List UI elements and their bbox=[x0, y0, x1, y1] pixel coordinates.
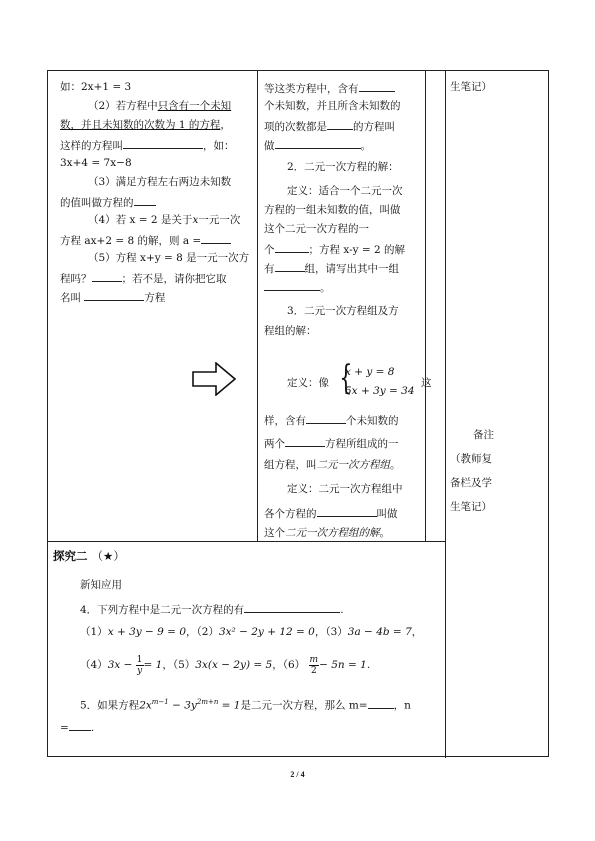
answer-blank[interactable] bbox=[306, 412, 346, 424]
options-row-2: （4）3x − $\frac{1}{y}$ = 1，（5）3x(x − 2y) = 5，（6） $\frac{m}{2}$ − 5n = 1. bbox=[80, 654, 371, 676]
def3-line-4: 组方程，叫二元一次方程组。 bbox=[264, 459, 401, 471]
heading-3-cont: 程组的解： bbox=[264, 325, 317, 337]
answer-blank[interactable] bbox=[134, 194, 156, 206]
answer-blank[interactable] bbox=[264, 279, 320, 291]
question-4: 4．下列方程中是二元一次方程的有 . bbox=[80, 601, 344, 617]
side-note-top: 生笔记） bbox=[450, 81, 492, 93]
def2-line-6: 。 bbox=[264, 279, 331, 295]
answer-blank[interactable] bbox=[84, 289, 144, 301]
item-5-line-1: （5）方程 x+y = 8 是一元一次方 bbox=[88, 252, 250, 264]
def3-line-3: 两个 方程所组成的一 bbox=[264, 435, 399, 451]
def2-line-2: 方程的一组未知数的值，叫做 bbox=[264, 204, 401, 216]
column-divider-2 bbox=[425, 71, 426, 541]
side-note-line-1: （教师复 bbox=[450, 453, 492, 465]
column-divider-3 bbox=[445, 71, 446, 758]
answer-blank[interactable] bbox=[285, 435, 325, 447]
section-divider bbox=[48, 541, 445, 542]
section-subtitle: 新知应用 bbox=[80, 579, 122, 591]
left-brace: { bbox=[339, 358, 353, 398]
fraction-1-over-y: $\frac{1}{y}$ bbox=[136, 654, 143, 676]
side-note-line-3: 生笔记） bbox=[450, 501, 492, 513]
side-note-line-2: 备栏及学 bbox=[450, 477, 492, 489]
def2-line-4: 个 ；方程 x-y = 2 的解 bbox=[264, 241, 405, 257]
def4-line-3: 这个二元一次方程组的解。 bbox=[264, 527, 390, 539]
question-5-cont: = . bbox=[60, 719, 94, 735]
item-5-line-3: 名叫 方程 bbox=[60, 289, 165, 305]
answer-blank[interactable] bbox=[275, 241, 309, 253]
answer-blank[interactable] bbox=[201, 232, 231, 244]
answer-blank[interactable] bbox=[69, 719, 91, 731]
def-line-4: 做 。 bbox=[264, 137, 371, 153]
def-line-2: 个未知数，并且所含未知数的 bbox=[264, 100, 401, 112]
star-rating: （★） bbox=[91, 549, 125, 563]
answer-blank[interactable] bbox=[368, 697, 394, 709]
answer-blank[interactable] bbox=[327, 118, 353, 130]
item-4-line-1: （4）若 x = 2 是关于x一元一次 bbox=[88, 214, 241, 226]
answer-blank[interactable] bbox=[123, 137, 203, 149]
answer-blank[interactable] bbox=[244, 601, 340, 613]
item-5-line-2: 程吗？ ；若不是，请你把它取 bbox=[60, 270, 227, 286]
answer-blank[interactable] bbox=[317, 505, 377, 517]
options-row-1: （1）x + 3y − 9 = 0，（2）3x² − 2y + 12 = 0，（3）3a − 4b = 7， bbox=[80, 626, 423, 638]
def2-line-5: 有 组，请写出其中一组 bbox=[264, 260, 399, 276]
def4-line-1: 定义：二元一次方程组中 bbox=[287, 483, 403, 495]
fraction-m-over-2: $\frac{m}{2}$ bbox=[309, 654, 319, 676]
item-2-line-2: 数，并且未知数的次数为 1 的方程， bbox=[60, 119, 231, 131]
section-title: 探究二 （★） bbox=[53, 549, 125, 563]
question-5: 5．如果方程$2x^{m-1} - 3y^{2m+n} = 1$是二元一次方程，那么 m= ，n bbox=[80, 698, 411, 712]
heading-2: 2．二元一次方程的解： bbox=[287, 161, 399, 173]
item-3-line-2: 的值叫做方程的 bbox=[60, 194, 156, 210]
side-note-title: 备注 bbox=[473, 429, 494, 441]
item-3-line-1: （3）满足方程左右两边未知数 bbox=[88, 176, 232, 188]
def3-line-1-end: 这 bbox=[421, 377, 432, 389]
answer-blank[interactable] bbox=[275, 137, 361, 149]
def4-line-2: 各个方程的 叫做 bbox=[264, 505, 398, 521]
system-equation-2: 5x + 3y = 34 bbox=[345, 385, 415, 397]
def3-label: 定义：像 bbox=[287, 377, 329, 389]
equation-system bbox=[335, 358, 415, 402]
column-divider-1 bbox=[257, 71, 258, 541]
answer-blank[interactable] bbox=[359, 80, 395, 92]
arrow-right-icon bbox=[192, 362, 236, 396]
def-line-1: 等这类方程中，含有 bbox=[264, 80, 395, 96]
heading-3: 3．二元一次方程组及方 bbox=[287, 305, 399, 317]
answer-blank[interactable] bbox=[92, 270, 122, 282]
item-2-line-1: （2）若方程中只含有一个未知 bbox=[88, 100, 232, 112]
example-equation: 3x+4 = 7x−8 bbox=[60, 157, 132, 169]
item-4-line-2: 方程 ax+2 = 8 的解，则 a = bbox=[60, 232, 231, 248]
system-equation-1: x + y = 8 bbox=[345, 366, 395, 378]
def2-line-3: 这个二元一次方程的一 bbox=[264, 223, 369, 235]
example-line: 如：2x+1 = 3 bbox=[60, 81, 132, 93]
def-line-3: 项的次数都是 的方程叫 bbox=[264, 118, 395, 134]
item-2-line-3: 这样的方程叫 ，如： bbox=[60, 137, 235, 153]
answer-blank[interactable] bbox=[275, 260, 305, 272]
def2-line-1: 定义：适合一个二元一次 bbox=[287, 185, 403, 197]
def3-line-2: 样，含有 个未知数的 bbox=[264, 412, 399, 428]
page-number: 2 / 4 bbox=[290, 770, 305, 779]
